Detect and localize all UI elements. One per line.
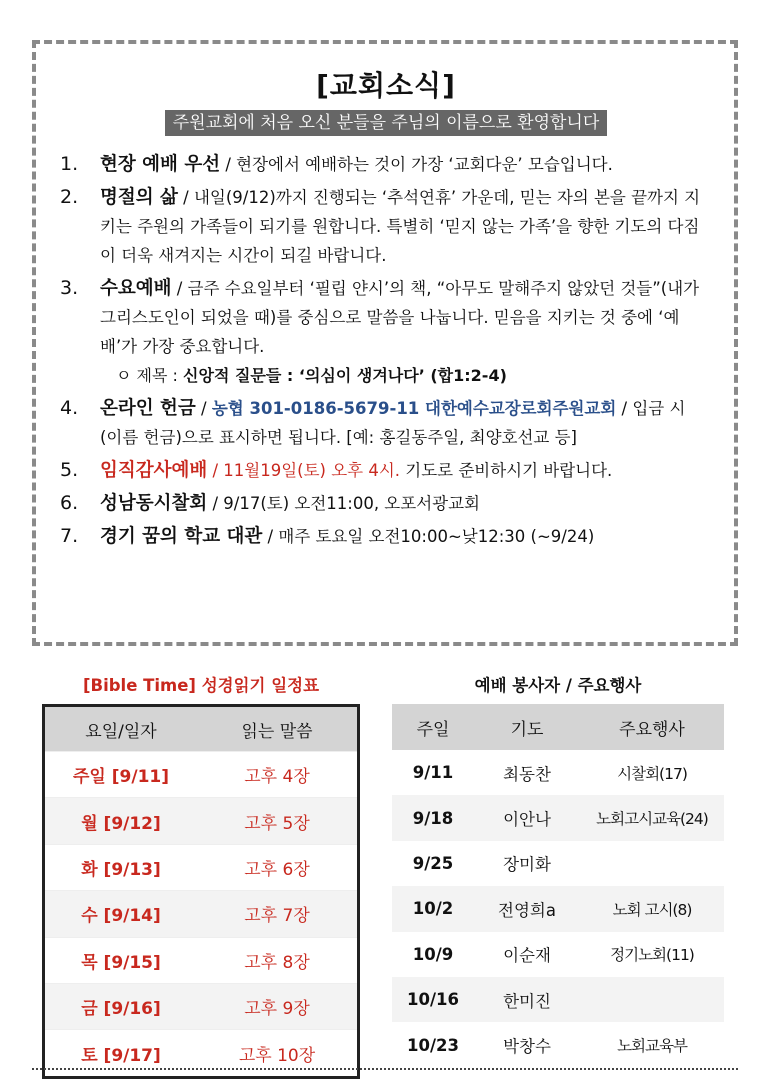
table-header-row bbox=[392, 704, 724, 750]
date-cell: 10/16 bbox=[392, 977, 474, 1022]
table-row bbox=[392, 886, 724, 931]
reading-cell: 고후 7장 bbox=[197, 891, 359, 937]
news-item bbox=[60, 274, 712, 390]
bible-schedule-title: [Bible Time] 성경읽기 일정표 bbox=[82, 676, 320, 695]
sermon-topic bbox=[100, 361, 712, 390]
column-header: 읽는 말씀 bbox=[197, 706, 359, 752]
item-number: 6. bbox=[60, 492, 79, 514]
sermon-topic-title: 신앙적 질문들 : ‘의심이 생겨나다’ (합1:2-4) bbox=[183, 366, 507, 385]
news-item bbox=[60, 522, 712, 551]
event-cell: 노회고시교육(24) bbox=[580, 795, 724, 840]
date-cell: 10/2 bbox=[392, 886, 474, 931]
table-row bbox=[392, 750, 724, 795]
day-cell: 화 [9/13] bbox=[44, 844, 198, 890]
day-cell: 수 [9/14] bbox=[44, 891, 198, 937]
day-cell: 월 [9/12] bbox=[44, 798, 198, 844]
prayer-cell: 이순재 bbox=[503, 946, 551, 966]
item-heading: 수요예배 bbox=[100, 278, 172, 299]
table-row bbox=[392, 795, 724, 840]
item-number: 5. bbox=[60, 459, 79, 481]
news-item bbox=[60, 150, 712, 179]
news-item bbox=[60, 489, 712, 518]
table-row bbox=[44, 798, 359, 844]
news-item bbox=[60, 394, 712, 452]
column-header: 기도 bbox=[474, 704, 580, 750]
prayer-cell: 장미화 bbox=[503, 855, 551, 875]
item-text: / 내일(9/12)까지 진행되는 ‘추석연휴’ 가운데, 믿는 자의 본을 끝까지 지키는 주원의 가족들이 되기를 원합니다. 특별히 ‘믿지 않는 가족’을 향한 기도의 다짐이 더욱 새겨지는 시간이 되길 바랍니다. bbox=[100, 188, 701, 265]
bank-account: 농협 301-0186-5679-11 대한예수교장로회주원교회 bbox=[211, 399, 617, 418]
item-heading: 온라인 헌금 bbox=[100, 398, 196, 419]
table-row bbox=[44, 983, 359, 1029]
reading-cell: 고후 6장 bbox=[197, 844, 359, 890]
event-cell: 정기노회(11) bbox=[610, 946, 694, 965]
table-row bbox=[44, 752, 359, 798]
item-number: 4. bbox=[60, 397, 79, 419]
day-cell: 목 [9/15] bbox=[44, 937, 198, 983]
reading-cell: 고후 9장 bbox=[197, 983, 359, 1029]
reading-cell: 고후 5장 bbox=[197, 798, 359, 844]
reading-cell: 고후 4장 bbox=[197, 752, 359, 798]
item-text: / 현장에서 예배하는 것이 가장 ‘교회다운’ 모습입니다. bbox=[220, 155, 613, 174]
item-number: 2. bbox=[60, 186, 79, 208]
service-schedule-title: 예배 봉사자 / 주요행사 bbox=[474, 676, 642, 695]
subtitle-wrap bbox=[60, 110, 712, 136]
reading-cell: 고후 10장 bbox=[197, 1030, 359, 1077]
table-row bbox=[392, 1022, 724, 1067]
item-number: 7. bbox=[60, 525, 79, 547]
event-date: / 11월19일(토) 오후 4시. bbox=[207, 461, 401, 480]
day-cell: 금 [9/16] bbox=[44, 983, 198, 1029]
table-row bbox=[392, 841, 724, 886]
event-cell bbox=[580, 977, 724, 1022]
table-row bbox=[44, 844, 359, 890]
reading-cell: 고후 8장 bbox=[197, 937, 359, 983]
item-heading: 임직감사예배 bbox=[100, 460, 208, 481]
date-cell: 9/25 bbox=[412, 853, 454, 873]
item-separator: / bbox=[195, 399, 212, 418]
column-header: 주일 bbox=[392, 704, 474, 750]
table-header-row bbox=[44, 706, 359, 752]
event-cell: 노회교육부 bbox=[617, 1037, 687, 1056]
church-news-box bbox=[32, 40, 738, 646]
day-cell: 토 [9/17] bbox=[44, 1030, 198, 1077]
item-text: / 입금 시 (이름 헌금)으로 표시하면 됩니다. [예: 홍길동주일, 최양호선교 등] bbox=[100, 399, 686, 447]
table-row bbox=[44, 891, 359, 937]
column-header: 요일/일자 bbox=[44, 706, 198, 752]
date-cell: 10/23 bbox=[407, 1035, 459, 1055]
item-text: / 9/17(토) 오전11:00, 오포서광교회 bbox=[207, 494, 480, 513]
bottom-divider bbox=[32, 1068, 738, 1070]
event-cell: 시찰회(17) bbox=[617, 764, 687, 783]
item-heading: 현장 예배 우선 bbox=[100, 154, 221, 175]
date-cell: 9/11 bbox=[412, 763, 454, 783]
column-header: 주요행사 bbox=[580, 704, 724, 750]
prayer-cell: 한미진 bbox=[474, 977, 580, 1022]
prayer-cell: 전영희a bbox=[474, 886, 580, 931]
item-number: 3. bbox=[60, 277, 79, 299]
item-number: 1. bbox=[60, 153, 79, 175]
welcome-subtitle: 주원교회에 처음 오신 분들을 주님의 이름으로 환영합니다 bbox=[165, 110, 608, 136]
item-heading: 성남동시찰회 bbox=[100, 493, 208, 514]
day-cell: 주일 [9/11] bbox=[44, 752, 198, 798]
event-cell bbox=[580, 841, 724, 886]
date-cell: 10/9 bbox=[412, 944, 454, 964]
prayer-cell: 박창수 bbox=[503, 1037, 551, 1057]
item-heading: 명절의 삶 bbox=[100, 187, 178, 208]
news-item bbox=[60, 456, 712, 485]
item-text: 기도로 준비하시기 바랍니다. bbox=[400, 461, 613, 480]
table-row bbox=[44, 937, 359, 983]
table-row bbox=[44, 1030, 359, 1077]
prayer-cell: 최동찬 bbox=[503, 764, 551, 784]
item-heading: 경기 꿈의 학교 대관 bbox=[100, 526, 263, 547]
news-item bbox=[60, 183, 712, 270]
prayer-cell: 이안나 bbox=[474, 795, 580, 840]
bible-schedule-table bbox=[42, 704, 360, 1079]
item-text: / 매주 토요일 오전10:00~낮12:30 (~9/24) bbox=[262, 527, 595, 546]
event-cell: 노회 고시(8) bbox=[580, 886, 724, 931]
news-list bbox=[60, 150, 712, 551]
service-schedule-table bbox=[392, 704, 724, 1068]
date-cell: 9/18 bbox=[392, 795, 474, 840]
table-row bbox=[392, 977, 724, 1022]
table-row bbox=[392, 932, 724, 977]
sermon-topic-prefix: ㅇ 제목 : bbox=[116, 366, 184, 385]
news-title: [교회소식] bbox=[316, 69, 456, 102]
item-text: / 금주 수요일부터 ‘필립 얀시’의 책, “아무도 말해주지 않았던 것들”(내가 그리스도인이 되었을 때)를 중심으로 말씀을 나눕니다. 믿음을 지키는 것 중에 ‘예배’가 가장 중요합니다. bbox=[100, 279, 700, 356]
